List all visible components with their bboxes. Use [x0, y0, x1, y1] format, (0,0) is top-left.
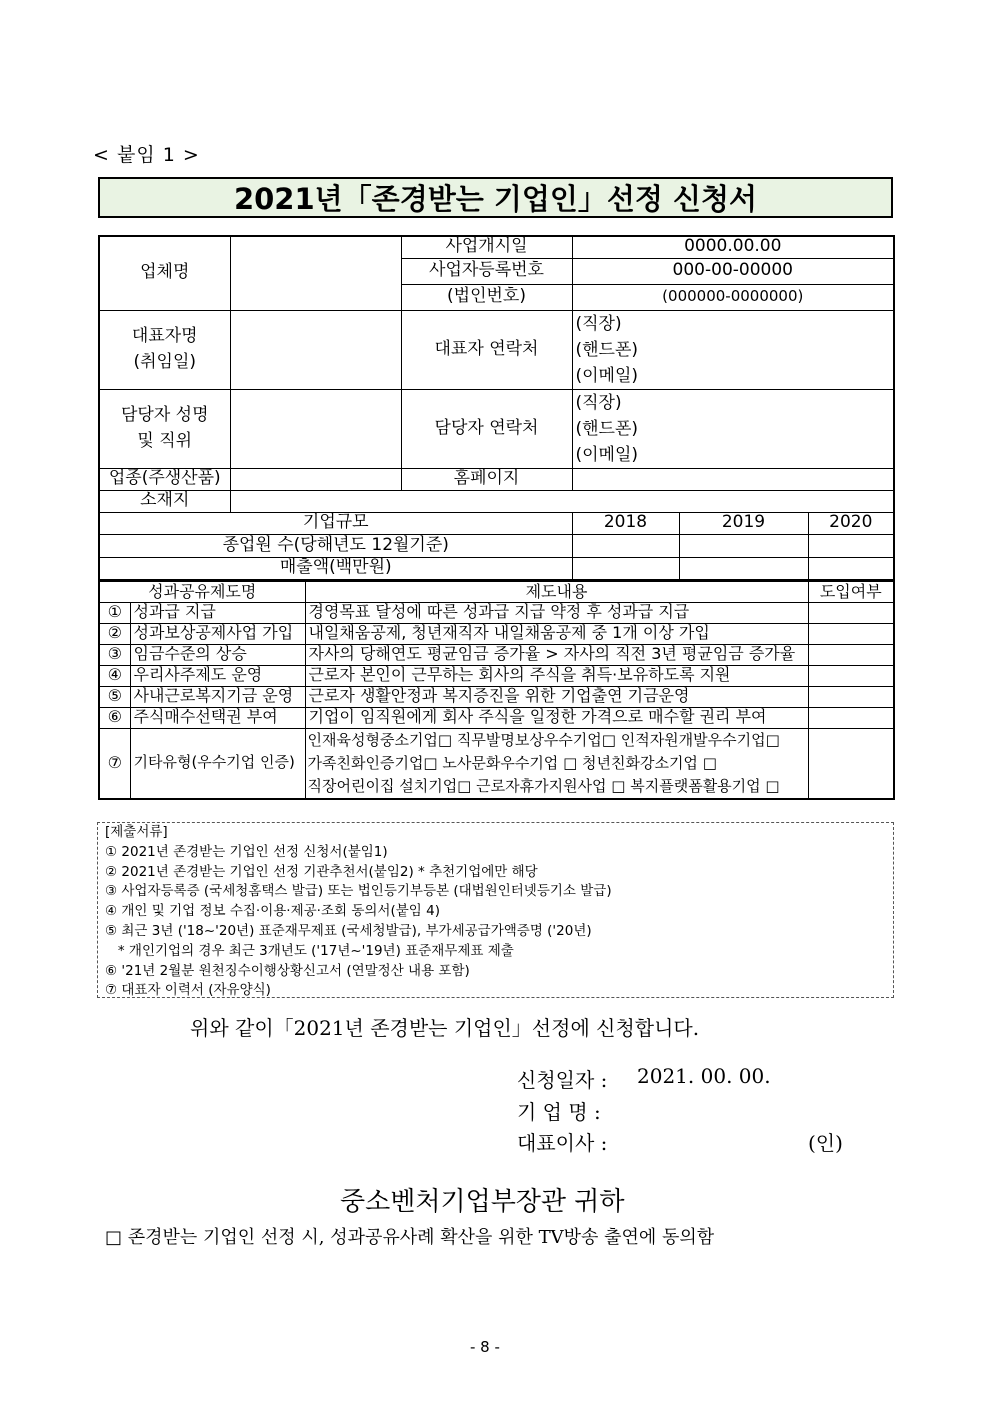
tv-consent-checkbox[interactable]: □ 존경받는 기업인 선정 시, 성과공유사례 확산을 위한 TV방송 출연에 동의함: [105, 1227, 715, 1248]
table-row: [99, 665, 894, 686]
start-date-label: 사업개시일: [401, 236, 572, 258]
location-label: 소재지: [99, 490, 230, 512]
document-item: * 개인기업의 경우 최근 3개년도 ('17년~'19년) 표준재무제표 제출: [105, 942, 514, 959]
form-title-box: [98, 177, 893, 218]
form-title: 2021년「존경받는 기업인」선정 신청서: [233, 182, 758, 216]
manager-contact-label: 담당자 연락처: [401, 389, 572, 468]
employees-label: 종업원 수(당해년도 12월기준): [99, 534, 572, 557]
sales-2020-field[interactable]: [808, 557, 894, 580]
row-number: ④: [99, 665, 130, 686]
industry-field[interactable]: [230, 468, 401, 490]
biz-reg-label: 사업자등록번호: [401, 258, 572, 284]
system-name: 임금수준의 상승: [130, 644, 305, 665]
document-item: ⑤ 최근 3년 ('18~'20년) 표준재무제표 (국세청발급), 부가세공급가액증명 ('20년): [105, 922, 592, 939]
required-documents-box: [97, 822, 894, 998]
table-row: [99, 623, 894, 644]
document-item: ① 2021년 존경받는 기업인 선정 신청서(붙임1): [105, 843, 388, 860]
ceo-label: 대표이사 :: [517, 1131, 608, 1155]
year-2020: 2020: [808, 512, 894, 534]
year-2019: 2019: [679, 512, 808, 534]
employees-2019-field[interactable]: [679, 534, 808, 557]
company-name-label: 업체명: [99, 236, 230, 310]
sales-label: 매출액(백만원): [99, 557, 572, 580]
industry-label: 업종(주생산품): [99, 468, 230, 490]
corp-no-field[interactable]: (000000-0000000): [572, 284, 894, 310]
company-info-table: [98, 235, 895, 581]
adoption-field[interactable]: [808, 686, 894, 707]
adoption-field[interactable]: [808, 644, 894, 665]
adoption-field[interactable]: [808, 665, 894, 686]
system-name: 성과보상공제사업 가입: [130, 623, 305, 644]
manager-name-label: 담당자 성명 및 직위: [99, 389, 230, 468]
declaration-text: 위와 같이「2021년 존경받는 기업인」선정에 신청합니다.: [190, 1016, 700, 1040]
adoption-field[interactable]: [808, 623, 894, 644]
other-certifications[interactable]: [305, 728, 808, 799]
table-row: [99, 728, 894, 799]
system-content: 경영목표 달성에 따른 성과급 지급 약정 후 성과급 지급: [305, 602, 808, 623]
seal-mark: (인): [808, 1131, 843, 1155]
corp-no-label: (법인번호): [401, 284, 572, 310]
rep-contact-field[interactable]: (직장) (핸드폰) (이메일): [572, 310, 894, 389]
performance-sharing-table: [98, 580, 895, 800]
manager-name-field[interactable]: [230, 389, 401, 468]
manager-contact-field[interactable]: (직장) (핸드폰) (이메일): [572, 389, 894, 468]
system-content: 근로자 본인이 근무하는 회사의 주식을 취득·보유하도록 지원: [305, 665, 808, 686]
table-row: [99, 644, 894, 665]
system-name: 주식매수선택권 부여: [130, 707, 305, 728]
document-item: ② 2021년 존경받는 기업인 선정 기관추천서(붙임2) * 추천기업에만 해당: [105, 863, 538, 880]
rep-name-label: 대표자명 (취임일): [99, 310, 230, 389]
start-date-field[interactable]: 0000.00.00: [572, 236, 894, 258]
biz-reg-field[interactable]: 000-00-00000: [572, 258, 894, 284]
row-number: ①: [99, 602, 130, 623]
page-number: - 8 -: [470, 1338, 500, 1356]
employees-2020-field[interactable]: [808, 534, 894, 557]
system-content: 자사의 당해연도 평균임금 증가율 > 자사의 직전 3년 평균임금 증가율: [305, 644, 808, 665]
system-name: 성과급 지급: [130, 602, 305, 623]
table-row: [99, 602, 894, 623]
cert-line-1[interactable]: 인재육성형중소기업□ 직무발명보상우수기업□ 인적자원개발우수기업□: [307, 730, 780, 749]
row-number: ②: [99, 623, 130, 644]
homepage-field[interactable]: [572, 468, 894, 490]
row-number: ⑦: [99, 728, 130, 799]
system-content: 내일채움공제, 청년재직자 내일채움공제 중 1개 이상 가입: [305, 623, 808, 644]
rep-name-field[interactable]: [230, 310, 401, 389]
cert-line-2[interactable]: 가족친화인증기업□ 노사문화우수기업 □ 청년친화강소기업 □: [307, 753, 717, 772]
system-name: 사내근로복지기금 운영: [130, 686, 305, 707]
company-label: 기 업 명 :: [517, 1100, 601, 1124]
rep-contact-label: 대표자 연락처: [401, 310, 572, 389]
sales-2018-field[interactable]: [572, 557, 679, 580]
sales-2019-field[interactable]: [679, 557, 808, 580]
row-number: ⑥: [99, 707, 130, 728]
location-field[interactable]: [230, 490, 894, 512]
system-name: 기타유형(우수기업 인증): [130, 728, 305, 799]
header-system-name: 성과공유제도명: [99, 581, 305, 602]
adoption-field[interactable]: [808, 707, 894, 728]
adoption-field[interactable]: [808, 602, 894, 623]
header-adoption: 도입여부: [808, 581, 894, 602]
attachment-label: < 붙임 1 >: [93, 144, 200, 166]
year-2018: 2018: [572, 512, 679, 534]
row-number: ⑤: [99, 686, 130, 707]
date-label: 신청일자 :: [517, 1068, 608, 1092]
table-row: [99, 686, 894, 707]
system-content: 기업이 임직원에게 회사 주식을 일정한 가격으로 매수할 권리 부여: [305, 707, 808, 728]
document-item: ⑦ 대표자 이력서 (자유양식): [105, 982, 271, 999]
document-item: ⑥ '21년 2월분 원천징수이행상황신고서 (연말정산 내용 포함): [105, 962, 470, 979]
system-name: 우리사주제도 운영: [130, 665, 305, 686]
homepage-label: 홈페이지: [401, 468, 572, 490]
adoption-field[interactable]: [808, 728, 894, 799]
employees-2018-field[interactable]: [572, 534, 679, 557]
document-item: ③ 사업자등록증 (국세청홈택스 발급) 또는 법인등기부등본 (대법원인터넷등기소 발급): [105, 883, 612, 900]
company-name-field[interactable]: [230, 236, 401, 310]
row-number: ③: [99, 644, 130, 665]
date-value[interactable]: 2021. 00. 00.: [637, 1064, 771, 1088]
scale-label: 기업규모: [99, 512, 572, 534]
document-item: ④ 개인 및 기업 정보 수집·이용·제공·조회 동의서(붙임 4): [105, 903, 440, 920]
documents-heading: [제출서류]: [105, 824, 168, 840]
header-system-content: 제도내용: [305, 581, 808, 602]
system-content: 근로자 생활안정과 복지증진을 위한 기업출연 기금운영: [305, 686, 808, 707]
cert-line-3[interactable]: 직장어린이집 설치기업□ 근로자휴가지원사업 □ 복지플랫폼활용기업 □: [307, 776, 780, 795]
table-row: [99, 707, 894, 728]
addressee: 중소벤처기업부장관 귀하: [340, 1187, 625, 1217]
